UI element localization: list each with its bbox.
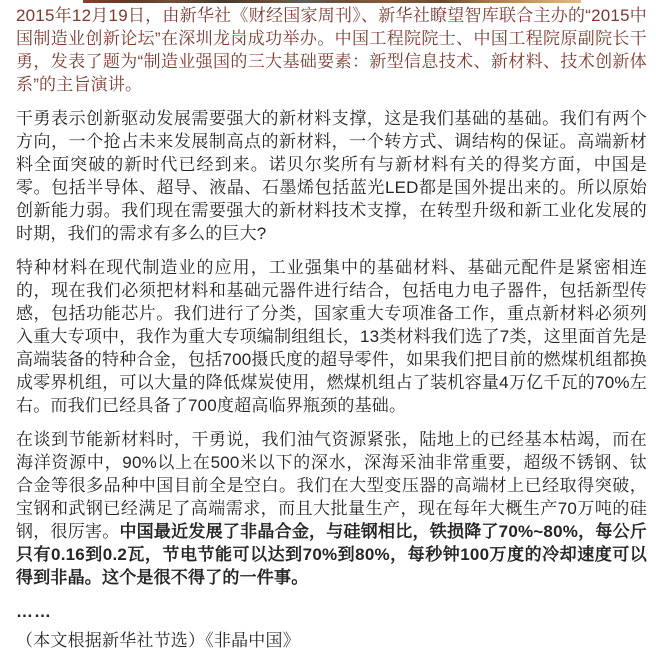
paragraph-intro: 2015年12月19日，由新华社《财经国家周刊》、新华社瞭望智库联合主办的“2015中国制造业创新论坛”在深圳龙岗成功举办。中国工程院院士、中国工程院原副院长干勇，发表了题为“制造业强国的三大基础要素：新型信息技术、新材料、技术创新体系”的主旨演讲。 [16, 6, 647, 94]
article-body [0, 3, 656, 651]
paragraph-energy-saving [16, 428, 647, 589]
paragraph-new-materials: 干勇表示创新驱动发展需要强大的新材料支撑，这是我们基础的基础。我们有两个方向，一个抢占未来发展制高点的新材料，一个转方式、调结构的保证。高端新材料全面突破的新时代已经到来。诺贝尔奖所有与新材料有关的得奖方面，中国是零。包括半导体、超导、液晶、石墨烯包括蓝光LED都是国外提出来的。所以原始创新能力弱。我们现在需要强大的新材料技术支撑，在转型升级和新工业化发展的时期，我们的需求有多么的巨大? [16, 109, 647, 243]
paragraph-energy-saving-bold-text: 中国最近发展了非晶合金，与硅钢相比，铁损降了70%~80%，每公斤只有0.16到0.2瓦，节电节能可以达到70%到80%，每秒钟100万度的冷却速度可以得到非晶。这个是很不得了的一件事。 [16, 522, 648, 587]
source-attribution-line: （本文根据新华社节选）《非晶中国》 [16, 631, 300, 650]
ellipsis-line: …… [16, 602, 52, 621]
paragraph-special-materials: 特种材料在现代制造业的应用，工业强集中的基础材料、基础元配件是紧密相连的，现在我们必须把材料和基础元器件进行结合，包括电力电子器件，包括新型传感，包括功能芯片。我们进行了分类，国家重大专项准备工作，重点新材料必须列入重大专项中，我作为重大专项编制组组长，13类材料我们选了7类，这里面首先是高端装备的特种合金，包括700摄氏度的超导零件，如果我们把目前的燃煤机组都换成零界机组，可以大量的降低煤炭使用，燃煤机组占了装机容量4万亿千瓦的70%左右。而我们已经具备了700度超高临界瓶颈的基础。 [16, 258, 647, 415]
paragraph-energy-saving-normal-text: 在谈到节能新材料时，干勇说，我们油气资源紧张，陆地上的已经基本枯竭，而在海洋资源中，90%以上在500米以下的深水，深海采油非常重要，超级不锈钢、钛合金等很多品种中国目前全是空白。我们在大型变压器的高端材上已经取得突破，宝钢和武钢已经满足了高端需求，而且大批量生产，现在每年大概生产70万吨的硅钢，很厉害。 [16, 430, 647, 541]
